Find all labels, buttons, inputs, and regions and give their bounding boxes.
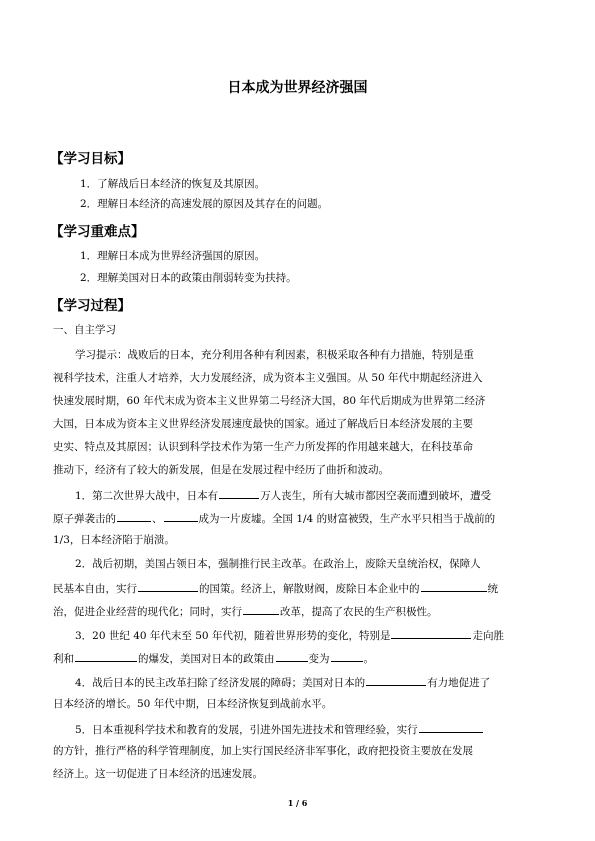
key-point-item-1: 1．理解日本成为世界经济强国的原因。 (80, 250, 266, 262)
hint-line: 学习提示：战败后的日本，充分利用各种有利因素，积极采取各种有力措施，特别是重 (75, 349, 474, 361)
fill-blank[interactable] (419, 721, 483, 733)
fill-blank[interactable] (164, 510, 198, 522)
question-3-line: 利和 的爆发，美国对日本的政策由 变为 。 (53, 650, 543, 666)
hint-line: 快速发展时期，60 年代末成为资本主义世界第二号经济大国，80 年代后期成为世界第二经济 (53, 395, 486, 407)
question-2-line: 民基本自由，实行 的国策。经济上，解散财阀，废除日本企业中的 统 (53, 580, 543, 596)
question-5-line: 5．日本重视科学技术和教育的发展，引进外国先进技术和管理经验，实行 (75, 721, 484, 737)
fill-blank[interactable] (391, 627, 471, 639)
hint-line: 视科学技术，注重人才培养，大力发展经济，成为资本主义强国。从 50 年代中期起经济进入 (53, 372, 483, 384)
hint-line: 大国，日本成为资本主义世界经济发展速度最快的国家。通过了解战后日本经济发展的主要 (53, 418, 473, 430)
fill-blank[interactable] (75, 650, 137, 662)
page-number: 1 / 6 (287, 798, 308, 808)
fill-blank[interactable] (421, 580, 487, 592)
hint-line: 推动下，经济有了较大的新发展，但是在发展过程中经历了曲折和波动。 (53, 464, 389, 476)
page-title: 日本成为世界经济强国 (227, 80, 368, 96)
goal-item-2: 2．理解日本经济的高速发展的原因及其存在的问题。 (80, 198, 329, 210)
goals-heading: 【学习目标】 (50, 151, 131, 167)
fill-blank[interactable] (219, 487, 259, 499)
goal-item-1: 1．了解战后日本经济的恢复及其原因。 (80, 178, 266, 190)
key-points-heading: 【学习重难点】 (50, 224, 145, 240)
question-4-line: 4．战后日本的民主改革扫除了经济发展的障碍；美国对日本的 有力地促进了 (75, 674, 490, 690)
fill-blank[interactable] (117, 510, 151, 522)
fill-blank[interactable] (276, 650, 308, 662)
question-2-line: 2．战后初期，美国占领日本，强制推行民主改革。在政治上，废除天皇统治权，保障人 (75, 558, 481, 570)
fill-blank[interactable] (331, 650, 363, 662)
process-heading: 【学习过程】 (50, 298, 131, 314)
question-3-line: 3．20 世纪 40 年代末至 50 年代初，随着世界形势的变化，特别是 走向胜 (75, 627, 504, 643)
key-point-item-2: 2．理解美国对日本的政策由削弱转变为扶持。 (80, 272, 297, 284)
fill-blank[interactable] (243, 603, 279, 615)
question-1-line: 1．第二次世界大战中，日本有 万人丧生，所有大城市都因空袭而遭到破坏，遭受 (75, 487, 491, 503)
question-1-line: 1/3，日本经济陷于崩溃。 (53, 534, 175, 546)
fill-blank[interactable] (138, 580, 198, 592)
fill-blank[interactable] (366, 674, 426, 686)
question-2-line: 治，促进企业经营的现代化；同时，实行 改革，提高了农民的生产积极性。 (53, 603, 543, 619)
question-5-line: 的方针，推行严格的科学管理制度，加上实行国民经济非军事化，政府把投资主要放在发展 (53, 745, 473, 757)
self-study-subheading: 一、自主学习 (53, 324, 116, 336)
question-1-line: 原子弹袭击的 、 成为一片废墟。全国 1/4 的财富被毁，生产水平只相当于战前的 (53, 510, 543, 526)
question-4-line: 日本经济的增长。50 年代中期，日本经济恢复到战前水平。 (53, 698, 333, 710)
question-5-line: 经济上。这一切促进了日本经济的迅速发展。 (53, 768, 263, 780)
hint-line: 史实、特点及其原因；认识到科学技术作为第一生产力所发挥的作用越来越大，在科技革命 (53, 441, 473, 453)
